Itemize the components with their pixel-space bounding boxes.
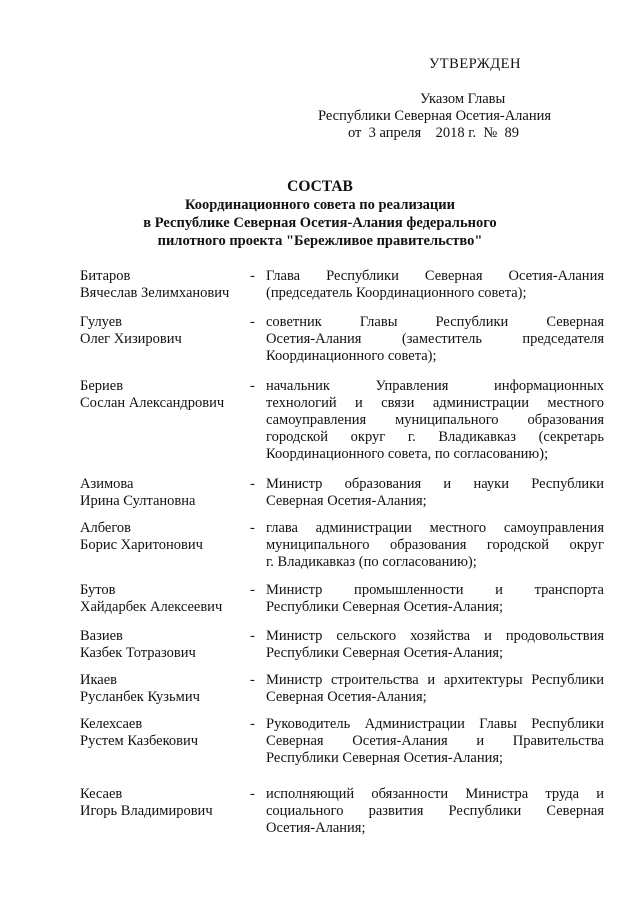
document-title bbox=[110, 178, 530, 250]
member-name bbox=[80, 476, 250, 510]
member-role-line: муниципального образования городской округ bbox=[266, 537, 604, 553]
member-role-line: городской округ г. Владикавказ (секретарь bbox=[266, 429, 604, 445]
member-name bbox=[80, 672, 250, 706]
member-given-names: Борис Харитонович bbox=[80, 537, 203, 553]
member-surname: Бериев bbox=[80, 378, 124, 394]
member-role-line: Координационного совета, по согласованию); bbox=[266, 446, 549, 462]
approval-line-2: Республики Северная Осетия-Алания bbox=[318, 108, 552, 124]
member-role-line: Северная Осетия-Алания и Правительства bbox=[266, 733, 604, 749]
title-line-1: Координационного совета по реализации bbox=[185, 197, 455, 213]
member-name bbox=[80, 716, 250, 750]
member-surname: Бутов bbox=[80, 582, 116, 598]
member-role-line: (председатель Координационного совета); bbox=[266, 285, 527, 301]
member-role-line: Республики Северная Осетия-Алания; bbox=[266, 599, 504, 615]
member-role-line: Глава Республики Северная Осетия-Алания bbox=[266, 268, 604, 284]
member-given-names: Олег Хизирович bbox=[80, 331, 182, 347]
member-role bbox=[266, 716, 604, 767]
member-name bbox=[80, 582, 250, 616]
member-surname: Икаев bbox=[80, 672, 118, 688]
member-surname: Азимова bbox=[80, 476, 134, 492]
member-role-line: Руководитель Администрации Главы Республики bbox=[266, 716, 604, 732]
approval-block bbox=[300, 56, 600, 142]
member-role-line: технологий и связи администрации местного bbox=[266, 395, 604, 411]
title-line-3: пилотного проекта "Бережливое правительство" bbox=[157, 233, 483, 249]
member-role-line: Министр строительства и архитектуры Республики bbox=[266, 672, 604, 688]
member-role bbox=[266, 314, 604, 365]
approval-line-1: Указом Главы bbox=[420, 91, 506, 107]
member-given-names: Хайдарбек Алексеевич bbox=[80, 599, 223, 615]
member-role bbox=[266, 672, 604, 706]
member-dash: - bbox=[250, 268, 255, 284]
member-role-line: исполняющий обязанности Министра труда и bbox=[266, 786, 604, 802]
member-role-line: Республики Северная Осетия-Алания; bbox=[266, 750, 504, 766]
member-dash: - bbox=[250, 786, 255, 802]
member-role-line: Осетия-Алания; bbox=[266, 820, 366, 836]
member-given-names: Игорь Владимирович bbox=[80, 803, 213, 819]
member-surname: Келехсаев bbox=[80, 716, 143, 732]
member-dash: - bbox=[250, 314, 255, 330]
member-role-line: начальник Управления информационных bbox=[266, 378, 604, 394]
member-name bbox=[80, 378, 250, 412]
member-role-line: Республики Северная Осетия-Алания; bbox=[266, 645, 504, 661]
member-role bbox=[266, 268, 604, 302]
member-surname: Кесаев bbox=[80, 786, 123, 802]
member-given-names: Рустем Казбекович bbox=[80, 733, 199, 749]
member-name bbox=[80, 268, 250, 302]
member-dash: - bbox=[250, 378, 255, 394]
member-role-line: самоуправления муниципального образования bbox=[266, 412, 604, 428]
member-role bbox=[266, 582, 604, 616]
member-given-names: Русланбек Кузьмич bbox=[80, 689, 200, 705]
member-role-line: советник Главы Республики Северная bbox=[266, 314, 604, 330]
member-role-line: г. Владикавказ (по согласованию); bbox=[266, 554, 477, 570]
member-name bbox=[80, 520, 250, 554]
member-dash: - bbox=[250, 582, 255, 598]
member-surname: Гулуев bbox=[80, 314, 123, 330]
approval-heading: УТВЕРЖДЕН bbox=[429, 56, 521, 72]
member-role-line: глава администрации местного самоуправления bbox=[266, 520, 604, 536]
member-given-names: Сослан Александрович bbox=[80, 395, 225, 411]
member-dash: - bbox=[250, 672, 255, 688]
member-role-line: Министр образования и науки Республики bbox=[266, 476, 604, 492]
member-role-line: Осетия-Алания (заместитель председателя bbox=[266, 331, 604, 347]
member-dash: - bbox=[250, 628, 255, 644]
member-dash: - bbox=[250, 716, 255, 732]
member-role-line: Северная Осетия-Алания; bbox=[266, 493, 427, 509]
member-role bbox=[266, 628, 604, 662]
approval-line-3: от 3 апреля 2018 г. № 89 bbox=[348, 125, 520, 141]
member-dash: - bbox=[250, 476, 255, 492]
member-role bbox=[266, 476, 604, 510]
member-given-names: Ирина Султановна bbox=[80, 493, 196, 509]
member-role-line: Координационного совета); bbox=[266, 348, 437, 364]
member-role bbox=[266, 786, 604, 837]
member-name bbox=[80, 628, 250, 662]
member-surname: Вазиев bbox=[80, 628, 123, 644]
title-line-2: в Республике Северная Осетия-Алания федерального bbox=[143, 215, 497, 231]
title-word: СОСТАВ bbox=[287, 178, 353, 195]
member-dash: - bbox=[250, 520, 255, 536]
member-name bbox=[80, 786, 250, 820]
member-role-line: Министр сельского хозяйства и продовольствия bbox=[266, 628, 604, 644]
member-role-line: Северная Осетия-Алания; bbox=[266, 689, 427, 705]
member-surname: Битаров bbox=[80, 268, 131, 284]
member-given-names: Вячеслав Зелимханович bbox=[80, 285, 230, 301]
member-given-names: Казбек Тотразович bbox=[80, 645, 196, 661]
member-role bbox=[266, 378, 604, 463]
member-name bbox=[80, 314, 250, 348]
member-role-line: социального развития Республики Северная bbox=[266, 803, 604, 819]
member-role-line: Министр промышленности и транспорта bbox=[266, 582, 604, 598]
member-surname: Албегов bbox=[80, 520, 132, 536]
member-role bbox=[266, 520, 604, 571]
